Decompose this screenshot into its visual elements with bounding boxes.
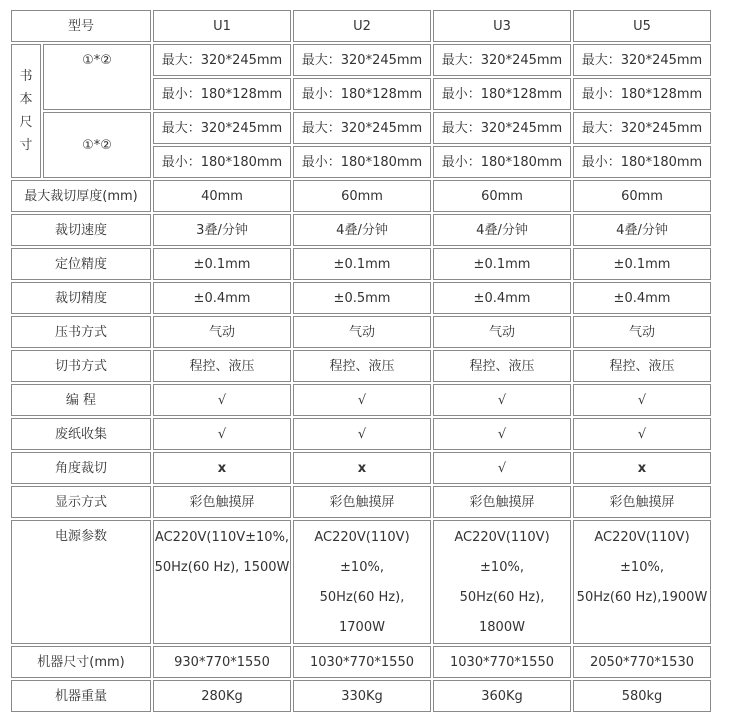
table-cell: 最小：180*180mm: [433, 146, 571, 178]
table-cell: 1030*770*1550: [433, 646, 571, 678]
table-cell: 彩色触摸屏: [573, 486, 711, 518]
table-cell: 60mm: [293, 180, 431, 212]
table-cell: 4叠/分钟: [293, 214, 431, 246]
table-cell: 气动: [293, 316, 431, 348]
book-size-char: 尺: [19, 115, 33, 130]
table-cell: 930*770*1550: [153, 646, 291, 678]
power-line: ±10%,: [480, 560, 524, 575]
row-label: 裁切精度: [11, 282, 151, 314]
table-cell: 3叠/分钟: [153, 214, 291, 246]
table-cell: √: [573, 418, 711, 450]
model-u1: U1: [153, 10, 291, 42]
table-row: [11, 452, 711, 484]
book-size-row: [11, 44, 711, 76]
table-row: [11, 248, 711, 280]
table-cell: x: [293, 452, 431, 484]
table-cell: √: [153, 384, 291, 416]
row-label: 废纸收集: [11, 418, 151, 450]
table-cell: 最小：180*180mm: [153, 146, 291, 178]
power-line: 50Hz(60 Hz),1900W: [576, 590, 708, 605]
table-row: [11, 350, 711, 382]
table-cell: 280Kg: [153, 680, 291, 712]
table-cell: x: [573, 452, 711, 484]
table-cell: 程控、液压: [433, 350, 571, 382]
table-cell: [433, 520, 571, 644]
row-label: 编 程: [11, 384, 151, 416]
row-label: 切书方式: [11, 350, 151, 382]
table-cell: 最小：180*180mm: [573, 146, 711, 178]
model-u3: U3: [433, 10, 571, 42]
power-line: 1700W: [339, 620, 385, 635]
header-row: [11, 10, 711, 42]
row-label: 定位精度: [11, 248, 151, 280]
model-header: 型号: [11, 10, 151, 42]
table-cell: 360Kg: [433, 680, 571, 712]
table-cell: [293, 520, 431, 644]
power-line: 50Hz(60 Hz), 1500W: [154, 560, 290, 575]
table-cell: 最小：180*180mm: [293, 146, 431, 178]
table-cell: 最大：320*245mm: [293, 112, 431, 144]
table-cell: ±0.4mm: [433, 282, 571, 314]
power-line: ±10%,: [620, 560, 664, 575]
table-cell: 最大：320*245mm: [293, 44, 431, 76]
table-row: [11, 384, 711, 416]
power-line: 50Hz(60 Hz),: [459, 590, 545, 605]
table-cell: 最大：320*245mm: [433, 112, 571, 144]
table-cell: 580kg: [573, 680, 711, 712]
table-cell: √: [433, 452, 571, 484]
table-cell: 最大：320*245mm: [433, 44, 571, 76]
table-cell: 最大：320*245mm: [573, 44, 711, 76]
power-line: 1800W: [479, 620, 525, 635]
table-cell: 最小：180*128mm: [573, 78, 711, 110]
power-line: 50Hz(60 Hz),: [319, 590, 405, 605]
table-cell: 程控、液压: [293, 350, 431, 382]
table-cell: 1030*770*1550: [293, 646, 431, 678]
table-cell: 彩色触摸屏: [293, 486, 431, 518]
book-size-char: 书: [19, 69, 33, 84]
table-cell: 最小：180*128mm: [153, 78, 291, 110]
table-cell: 程控、液压: [573, 350, 711, 382]
table-cell: 气动: [153, 316, 291, 348]
book-size-char: 寸: [19, 138, 33, 153]
row-label: 机器重量: [11, 680, 151, 712]
table-cell: ±0.4mm: [153, 282, 291, 314]
row-label: 角度裁切: [11, 452, 151, 484]
row-label: 压书方式: [11, 316, 151, 348]
table-cell: 彩色触摸屏: [433, 486, 571, 518]
model-u5: U5: [573, 10, 711, 42]
power-line: AC220V(110V): [314, 530, 410, 545]
table-cell: √: [573, 384, 711, 416]
table-cell: x: [153, 452, 291, 484]
table-cell: 4叠/分钟: [573, 214, 711, 246]
table-cell: 最小：180*128mm: [433, 78, 571, 110]
book-size-char: 本: [19, 92, 33, 107]
table-cell: √: [293, 384, 431, 416]
book-size-group-label: ①*②: [43, 44, 151, 110]
power-row: [11, 520, 711, 644]
table-cell: 最大：320*245mm: [573, 112, 711, 144]
spec-table: [9, 8, 713, 714]
table-cell: 330Kg: [293, 680, 431, 712]
table-cell: 最大：320*245mm: [153, 112, 291, 144]
table-cell: 60mm: [433, 180, 571, 212]
book-size-group-label: ①*②: [43, 112, 151, 178]
table-cell: 彩色触摸屏: [153, 486, 291, 518]
table-cell: √: [433, 384, 571, 416]
table-cell: ±0.1mm: [433, 248, 571, 280]
table-cell: 60mm: [573, 180, 711, 212]
table-cell: 最大：320*245mm: [153, 44, 291, 76]
table-row: [11, 486, 711, 518]
power-line: AC220V(110V): [594, 530, 690, 545]
table-cell: 最小：180*128mm: [293, 78, 431, 110]
power-line: ±10%,: [340, 560, 384, 575]
table-cell: ±0.1mm: [573, 248, 711, 280]
table-row: [11, 680, 711, 712]
table-row: [11, 418, 711, 450]
table-row: [11, 282, 711, 314]
table-cell: √: [153, 418, 291, 450]
row-label: 最大裁切厚度(mm): [11, 180, 151, 212]
table-row: [11, 316, 711, 348]
model-u2: U2: [293, 10, 431, 42]
table-cell: √: [433, 418, 571, 450]
table-cell: ±0.1mm: [153, 248, 291, 280]
table-row: [11, 180, 711, 212]
table-cell: 气动: [573, 316, 711, 348]
row-label: 裁切速度: [11, 214, 151, 246]
row-label: 机器尺寸(mm): [11, 646, 151, 678]
power-line: AC220V(110V±10%,: [154, 530, 290, 545]
table-row: [11, 214, 711, 246]
table-cell: ±0.5mm: [293, 282, 431, 314]
power-line: AC220V(110V): [454, 530, 550, 545]
table-cell: [573, 520, 711, 644]
table-row: [11, 646, 711, 678]
table-cell: ±0.1mm: [293, 248, 431, 280]
table-cell: 程控、液压: [153, 350, 291, 382]
table-cell: √: [293, 418, 431, 450]
table-cell: 4叠/分钟: [433, 214, 571, 246]
row-label: 显示方式: [11, 486, 151, 518]
table-cell: 2050*770*1530: [573, 646, 711, 678]
table-cell: 气动: [433, 316, 571, 348]
book-size-row: [11, 112, 711, 144]
table-cell: [153, 520, 291, 644]
book-size-label: [11, 44, 41, 178]
table-cell: ±0.4mm: [573, 282, 711, 314]
row-label: 电源参数: [11, 520, 151, 644]
table-cell: 40mm: [153, 180, 291, 212]
